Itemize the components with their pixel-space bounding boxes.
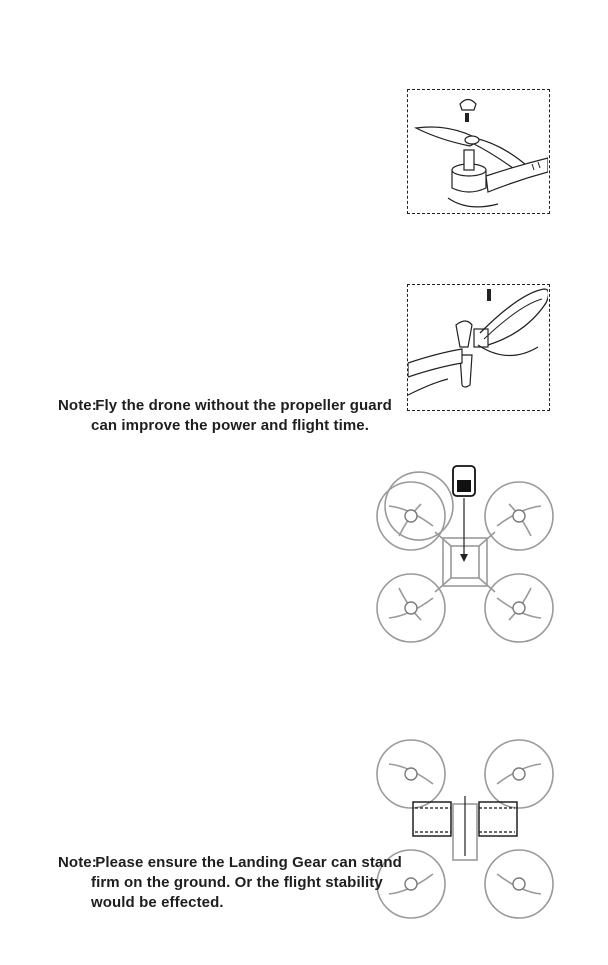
note-line: would be effected. <box>91 894 224 911</box>
landing-gear-install-diagram <box>375 736 555 922</box>
note-label: Note: <box>58 854 97 871</box>
propeller-guard-note <box>58 396 392 436</box>
landing-gear-figure <box>375 736 555 922</box>
note-label: Note: <box>58 397 97 414</box>
guard-install-figure <box>407 284 550 411</box>
camera-install-figure <box>375 462 555 650</box>
propeller-guard-install-diagram <box>408 285 548 409</box>
note-line: firm on the ground. Or the flight stability <box>91 874 383 891</box>
note-line: Please ensure the Landing Gear can stand <box>95 854 402 871</box>
propeller-install-figure <box>407 89 550 214</box>
note-line: can improve the power and flight time. <box>91 417 370 434</box>
propeller-install-diagram <box>408 90 548 212</box>
camera-install-diagram <box>375 462 555 650</box>
landing-gear-note <box>58 853 402 913</box>
note-line: Fly the drone without the propeller guard <box>95 397 392 414</box>
